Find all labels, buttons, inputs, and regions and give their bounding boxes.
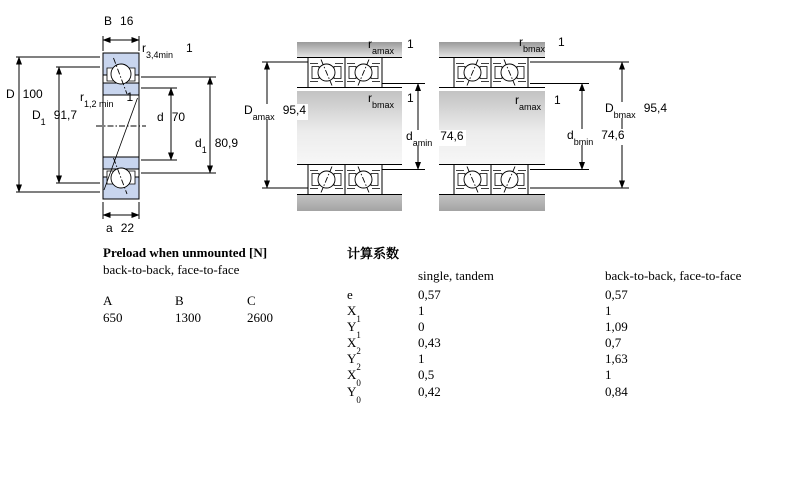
factor-single: 1 — [418, 351, 425, 366]
dim-label-ramax-right: $r_{amax}1$ — [515, 93, 561, 113]
preload-col-A: A — [103, 293, 113, 308]
factor-btb: 1,09 — [605, 319, 628, 334]
factor-symbol: $Y_0$ — [347, 384, 361, 405]
dim-label-ramax-left: $r_{amax}1$ — [368, 37, 414, 57]
factor-row-Y1 — [0, 319, 800, 340]
dim-lines-a — [103, 202, 139, 219]
factors-col1-header: single, tandem — [418, 268, 494, 283]
factor-btb: 1 — [605, 303, 612, 318]
dim-label-dbmin: $d_{bmin}74,6$ — [567, 128, 625, 148]
bearing-cross-section — [16, 36, 216, 219]
factor-symbol: $Y_2$ — [347, 351, 361, 372]
dim-label-rbmax-left: $r_{bmax}1$ — [368, 91, 414, 111]
factor-symbol: e — [347, 287, 353, 302]
factor-symbol: $X_1$ — [347, 303, 361, 324]
factor-btb: 0,57 — [605, 287, 628, 302]
dim-label-d: d 70 — [157, 110, 186, 124]
preload-col-C: C — [247, 293, 256, 308]
factor-row-X2 — [0, 335, 800, 356]
factor-row-X0 — [0, 367, 800, 388]
dim-label-Dbmax: $D_{bmax}95,4$ — [605, 101, 668, 121]
dim-label-a: a 22 — [106, 221, 135, 235]
dim-label-D: D 100 — [6, 87, 43, 101]
dim-label-B: B 16 — [104, 14, 134, 28]
dim-label-r12: $r_{1,2 min}1$ — [80, 90, 134, 110]
factor-single: 1 — [418, 303, 425, 318]
ball — [111, 168, 131, 188]
inner-ring-bottom — [103, 157, 139, 169]
dim-label-D1: $D_191,7$ — [32, 108, 78, 128]
factor-single: 0,57 — [418, 287, 441, 302]
factor-row-Y2 — [0, 351, 800, 372]
arrangement-right — [439, 42, 629, 211]
factor-symbol: $Y_1$ — [347, 319, 361, 340]
preload-value-A: 650 — [103, 310, 123, 325]
preload-subtitle: back-to-back, face-to-face — [103, 262, 240, 277]
factor-single: 0 — [418, 319, 425, 334]
factor-btb: 1,63 — [605, 351, 628, 366]
preload-value-B: 1300 — [175, 310, 201, 325]
factor-single: 0,5 — [418, 367, 435, 382]
ball — [111, 64, 131, 84]
preload-value-C: 2600 — [247, 310, 273, 325]
preload-title: Preload when unmounted [N] — [103, 245, 268, 260]
factor-btb: 1 — [605, 367, 612, 382]
dim-label-rbmax-right: $r_{bmax}1$ — [519, 35, 565, 55]
dim-lines-B — [103, 36, 139, 51]
factors-col2-header: back-to-back, face-to-face — [605, 268, 742, 283]
preload-col-B: B — [175, 293, 184, 308]
factors-title: 计算系数 — [347, 246, 400, 261]
factor-row-e — [0, 288, 800, 304]
dim-label-damin: $d_{amin}74,6$ — [406, 129, 464, 149]
factor-single: 0,42 — [418, 384, 441, 399]
factor-symbol: $X_0$ — [347, 367, 361, 388]
factor-btb: 0,84 — [605, 384, 628, 399]
factor-btb: 0,7 — [605, 335, 622, 350]
dim-label-r34: $r_{3,4min}1$ — [142, 41, 193, 61]
factor-row-X1 — [0, 303, 800, 324]
housing-bottom — [439, 195, 545, 211]
factor-single: 0,43 — [418, 335, 441, 350]
dim-label-Damax: $D_{amax}95,4$ — [244, 103, 307, 123]
factor-row-Y0 — [0, 384, 800, 405]
housing-bottom — [297, 195, 402, 211]
factor-symbol: $X_2$ — [347, 335, 361, 356]
arrangement-left — [262, 42, 425, 211]
dim-label-d1: $d_180,9$ — [195, 136, 239, 156]
